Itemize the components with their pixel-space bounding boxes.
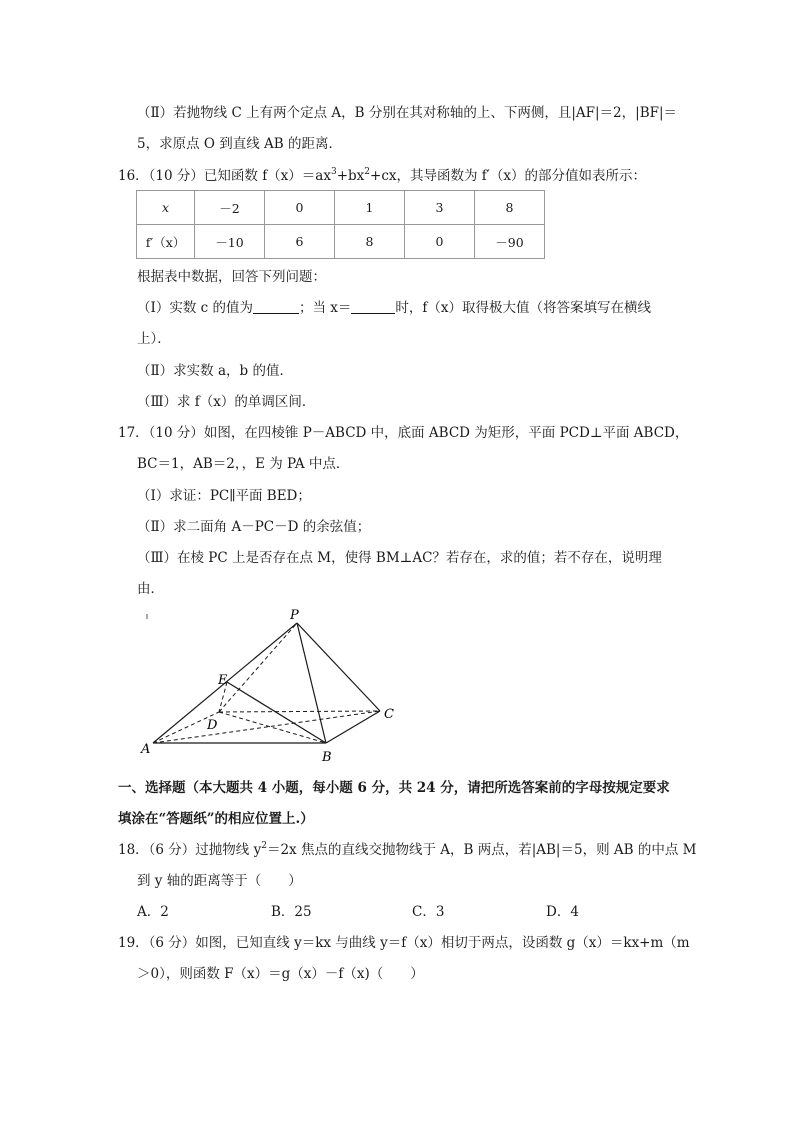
- q17-part3-line2: 由．: [137, 581, 164, 597]
- table-cell: 8: [335, 225, 405, 259]
- q16-part2: （Ⅱ）求实数 a，b 的值．: [137, 363, 293, 379]
- q17-part2: （Ⅱ）求二面角 A－PC－D 的余弦值；: [137, 519, 371, 535]
- q18-exp: 2: [261, 841, 267, 851]
- section-heading-line2: 填涂在“答题纸”的相应位置上.）: [118, 811, 314, 827]
- q16-header-b: +bx: [336, 168, 365, 184]
- q18-stem-b: ＝2x 焦点的直线交抛物线于 A，B 两点，若|AB|＝5，则 AB 的中点 M: [266, 842, 697, 858]
- vertex-label-P: P: [290, 608, 299, 623]
- q16-part3: （Ⅲ）求 f（x）的单调区间．: [137, 394, 316, 410]
- table-cell: －90: [475, 225, 545, 259]
- q16-part1-cont: 上）．: [137, 331, 171, 347]
- table-cell: 3: [405, 191, 475, 225]
- q15-part2-line1: （Ⅱ）若抛物线 C 上有两个定点 A，B 分别在其对称轴的上、下两侧，且|AF|＝2，|BF|＝: [137, 105, 678, 121]
- vertex-label-B: B: [322, 750, 332, 765]
- diagonal-DB: [219, 712, 326, 743]
- q18-option-c[interactable]: C．3: [412, 904, 445, 920]
- answer-blank-x[interactable]: [351, 299, 395, 314]
- vertex-label-A: A: [141, 742, 151, 757]
- edge-BC: [326, 711, 380, 743]
- derivative-value-table: [136, 190, 545, 259]
- q18-stem-line1: [118, 841, 696, 859]
- section-heading-line1: 一、选择题（本大题共 4 小题，每小题 6 分，共 24 分，请把所选答案前的字母按规定要求: [118, 780, 670, 796]
- q18-stem-a: 18．（6 分）过抛物线 y: [118, 842, 262, 858]
- q18-stem-line2: 到 y 轴的距离等于（ ）: [137, 873, 302, 889]
- edge-DC: [219, 711, 380, 712]
- table-cell: x: [137, 191, 195, 225]
- q17-stem-line2: BC＝1，AB＝2，，E 为 PA 中点．: [137, 456, 350, 472]
- vertex-label-E: E: [218, 673, 228, 688]
- q16-header-c: +cx，其导函数为 f′（x）的部分值如表所示：: [370, 168, 646, 184]
- table-cell: f′（x）: [137, 225, 195, 259]
- q19-stem-line2: ＞0），则函数 F（x）＝g（x）－f（x)（ ）: [137, 966, 424, 982]
- vertex-label-D: D: [207, 718, 218, 733]
- table-cell: 0: [405, 225, 475, 259]
- q16-part1-b: ；当 x＝: [298, 300, 352, 316]
- q17-part1: （Ⅰ）求证：PC∥平面 BED；: [137, 488, 311, 504]
- vertex-label-C: C: [384, 707, 394, 722]
- table-cell: －2: [195, 191, 265, 225]
- q16-part1-a: （Ⅰ）实数 c 的值为: [137, 300, 253, 316]
- edge-PC: [297, 623, 380, 711]
- q16-exp3: 3: [330, 167, 337, 177]
- q17-part3-line1: （Ⅲ）在棱 PC 上是否存在点 M，使得 BM⊥AC？若存在，求的值；若不存在，说明理: [137, 550, 662, 566]
- q18-option-d[interactable]: D．4: [546, 904, 579, 920]
- table-cell: 6: [265, 225, 335, 259]
- q16-exp2: 2: [364, 167, 371, 177]
- edge-PD: [219, 623, 297, 712]
- edge-PB: [297, 623, 326, 743]
- answer-blank-c[interactable]: [253, 299, 299, 314]
- q17-stem-line1: 17．（10 分）如图，在四棱锥 P－ABCD 中，底面 ABCD 为矩形，平面 PCD⊥平面 ABCD，: [118, 425, 689, 441]
- q16-intro: 根据表中数据，回答下列问题：: [137, 269, 326, 285]
- table-cell: 1: [335, 191, 405, 225]
- q16-header-a: 16．（10 分）已知函数 f（x）＝ax: [118, 168, 331, 184]
- table-cell: －10: [195, 225, 265, 259]
- q18-option-a[interactable]: A．2: [137, 904, 169, 920]
- table-cell: 0: [265, 191, 335, 225]
- q15-part2-line2: 5，求原点 O 到直线 AB 的距离．: [137, 136, 342, 152]
- table-row: [137, 191, 545, 225]
- q16-part1-c: 时，f（x）取得极大值（将答案填写在横线: [395, 300, 652, 316]
- q16-part1: [137, 299, 651, 317]
- segment-EB: [227, 682, 326, 743]
- table-row: [137, 225, 545, 259]
- q19-stem-line1: 19．（6 分）如图，已知直线 y＝kx 与曲线 y＝f（x）相切于两点，设函数 g（x）＝kx+m（m: [118, 935, 690, 951]
- q16-header: [118, 167, 646, 185]
- q18-option-b[interactable]: B．25: [271, 904, 312, 920]
- table-cell: 8: [475, 191, 545, 225]
- pyramid-figure: [130, 605, 420, 765]
